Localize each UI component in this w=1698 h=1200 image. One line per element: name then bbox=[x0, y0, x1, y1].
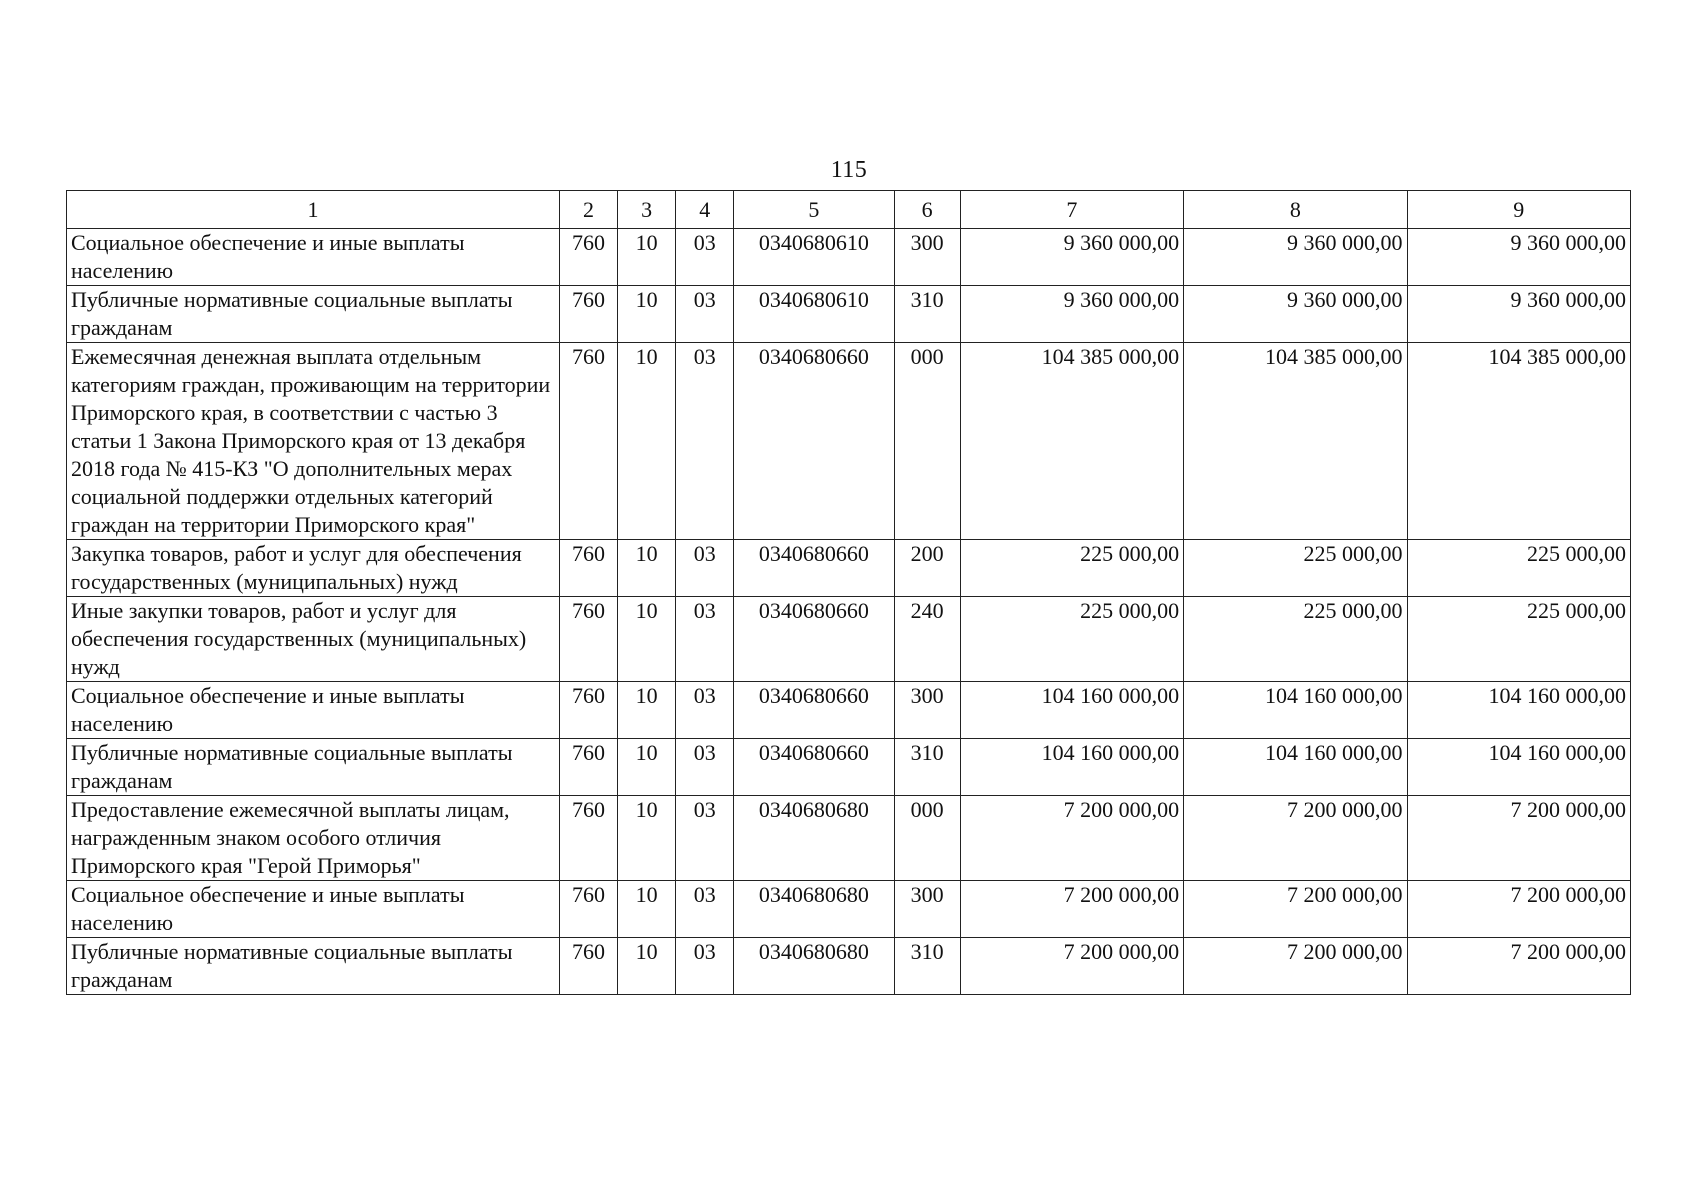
cell-code-6: 240 bbox=[894, 597, 960, 682]
cell-amount-7: 104 385 000,00 bbox=[960, 343, 1183, 540]
cell-amount-7: 7 200 000,00 bbox=[960, 938, 1183, 995]
cell-code-3: 10 bbox=[618, 229, 676, 286]
cell-code-6: 300 bbox=[894, 682, 960, 739]
row-name: Иные закупки товаров, работ и услуг для обеспечения государственных (муниципальных) нужд bbox=[67, 597, 560, 682]
cell-code-5: 0340680680 bbox=[734, 796, 894, 881]
header-row bbox=[67, 191, 1631, 229]
page-number: 115 bbox=[830, 157, 868, 183]
cell-code-2: 760 bbox=[559, 597, 617, 682]
column-header: 1 bbox=[67, 191, 560, 229]
cell-code-2: 760 bbox=[559, 286, 617, 343]
cell-code-6: 200 bbox=[894, 540, 960, 597]
cell-code-5: 0340680680 bbox=[734, 938, 894, 995]
cell-amount-8: 104 385 000,00 bbox=[1184, 343, 1407, 540]
cell-amount-7: 7 200 000,00 bbox=[960, 881, 1183, 938]
table-row bbox=[67, 739, 1631, 796]
row-name: Социальное обеспечение и иные выплаты населению bbox=[67, 881, 560, 938]
table-row bbox=[67, 938, 1631, 995]
cell-code-6: 310 bbox=[894, 938, 960, 995]
cell-amount-9: 104 385 000,00 bbox=[1407, 343, 1630, 540]
cell-code-6: 000 bbox=[894, 343, 960, 540]
cell-code-3: 10 bbox=[618, 682, 676, 739]
cell-amount-8: 104 160 000,00 bbox=[1184, 682, 1407, 739]
column-header: 5 bbox=[734, 191, 894, 229]
cell-code-2: 760 bbox=[559, 796, 617, 881]
cell-code-6: 310 bbox=[894, 739, 960, 796]
cell-code-3: 10 bbox=[618, 739, 676, 796]
cell-code-3: 10 bbox=[618, 540, 676, 597]
table-row bbox=[67, 286, 1631, 343]
column-header: 2 bbox=[559, 191, 617, 229]
cell-code-2: 760 bbox=[559, 682, 617, 739]
cell-code-5: 0340680610 bbox=[734, 286, 894, 343]
cell-amount-7: 9 360 000,00 bbox=[960, 229, 1183, 286]
cell-code-6: 310 bbox=[894, 286, 960, 343]
cell-code-4: 03 bbox=[676, 796, 734, 881]
cell-amount-8: 7 200 000,00 bbox=[1184, 881, 1407, 938]
cell-code-5: 0340680660 bbox=[734, 343, 894, 540]
cell-amount-9: 7 200 000,00 bbox=[1407, 881, 1630, 938]
cell-code-6: 300 bbox=[894, 229, 960, 286]
row-name: Публичные нормативные социальные выплаты гражданам bbox=[67, 938, 560, 995]
cell-code-2: 760 bbox=[559, 229, 617, 286]
cell-code-5: 0340680680 bbox=[734, 881, 894, 938]
cell-code-4: 03 bbox=[676, 739, 734, 796]
column-header: 3 bbox=[618, 191, 676, 229]
cell-code-4: 03 bbox=[676, 229, 734, 286]
cell-amount-7: 225 000,00 bbox=[960, 540, 1183, 597]
cell-amount-8: 104 160 000,00 bbox=[1184, 739, 1407, 796]
cell-code-5: 0340680660 bbox=[734, 597, 894, 682]
cell-code-4: 03 bbox=[676, 682, 734, 739]
table-row bbox=[67, 881, 1631, 938]
table-row bbox=[67, 229, 1631, 286]
column-header: 4 bbox=[676, 191, 734, 229]
cell-amount-8: 225 000,00 bbox=[1184, 540, 1407, 597]
cell-amount-7: 7 200 000,00 bbox=[960, 796, 1183, 881]
table-row bbox=[67, 540, 1631, 597]
cell-code-5: 0340680660 bbox=[734, 540, 894, 597]
table-row bbox=[67, 682, 1631, 739]
cell-code-5: 0340680610 bbox=[734, 229, 894, 286]
cell-code-6: 000 bbox=[894, 796, 960, 881]
cell-amount-7: 9 360 000,00 bbox=[960, 286, 1183, 343]
cell-code-3: 10 bbox=[618, 343, 676, 540]
cell-code-2: 760 bbox=[559, 739, 617, 796]
table-row bbox=[67, 796, 1631, 881]
cell-code-4: 03 bbox=[676, 938, 734, 995]
cell-amount-9: 225 000,00 bbox=[1407, 597, 1630, 682]
cell-amount-9: 104 160 000,00 bbox=[1407, 682, 1630, 739]
cell-code-2: 760 bbox=[559, 938, 617, 995]
budget-table bbox=[66, 190, 1631, 995]
column-header: 9 bbox=[1407, 191, 1630, 229]
cell-code-2: 760 bbox=[559, 881, 617, 938]
cell-amount-8: 9 360 000,00 bbox=[1184, 229, 1407, 286]
column-header: 6 bbox=[894, 191, 960, 229]
cell-code-6: 300 bbox=[894, 881, 960, 938]
row-name: Предоставление ежемесячной выплаты лицам, награжденным знаком особого отличия Приморского края "Герой Приморья" bbox=[67, 796, 560, 881]
cell-code-4: 03 bbox=[676, 597, 734, 682]
row-name: Социальное обеспечение и иные выплаты населению bbox=[67, 682, 560, 739]
row-name: Закупка товаров, работ и услуг для обеспечения государственных (муниципальных) нужд bbox=[67, 540, 560, 597]
cell-code-5: 0340680660 bbox=[734, 739, 894, 796]
cell-code-4: 03 bbox=[676, 286, 734, 343]
cell-code-2: 760 bbox=[559, 343, 617, 540]
cell-amount-8: 225 000,00 bbox=[1184, 597, 1407, 682]
cell-amount-9: 104 160 000,00 bbox=[1407, 739, 1630, 796]
table-row bbox=[67, 597, 1631, 682]
cell-code-3: 10 bbox=[618, 286, 676, 343]
column-header: 8 bbox=[1184, 191, 1407, 229]
cell-code-4: 03 bbox=[676, 881, 734, 938]
cell-code-4: 03 bbox=[676, 540, 734, 597]
row-name: Социальное обеспечение и иные выплаты населению bbox=[67, 229, 560, 286]
cell-code-3: 10 bbox=[618, 597, 676, 682]
cell-amount-9: 9 360 000,00 bbox=[1407, 286, 1630, 343]
cell-code-3: 10 bbox=[618, 796, 676, 881]
cell-code-2: 760 bbox=[559, 540, 617, 597]
cell-amount-7: 104 160 000,00 bbox=[960, 682, 1183, 739]
cell-code-3: 10 bbox=[618, 881, 676, 938]
cell-amount-8: 7 200 000,00 bbox=[1184, 796, 1407, 881]
cell-amount-9: 7 200 000,00 bbox=[1407, 796, 1630, 881]
cell-amount-8: 7 200 000,00 bbox=[1184, 938, 1407, 995]
row-name: Публичные нормативные социальные выплаты гражданам bbox=[67, 739, 560, 796]
cell-code-5: 0340680660 bbox=[734, 682, 894, 739]
cell-amount-9: 7 200 000,00 bbox=[1407, 938, 1630, 995]
cell-amount-8: 9 360 000,00 bbox=[1184, 286, 1407, 343]
row-name: Публичные нормативные социальные выплаты гражданам bbox=[67, 286, 560, 343]
cell-code-3: 10 bbox=[618, 938, 676, 995]
cell-amount-7: 225 000,00 bbox=[960, 597, 1183, 682]
column-header: 7 bbox=[960, 191, 1183, 229]
table-row bbox=[67, 343, 1631, 540]
row-name: Ежемесячная денежная выплата отдельным категориям граждан, проживающим на территории Приморского края, в соответствии с частью 3 статьи 1 Закона Приморского края от 13 декабря 2018 года № 415-КЗ "О дополнительных мерах социальной поддержки отдельных категорий граждан на территории Приморского края" bbox=[67, 343, 560, 540]
cell-amount-9: 9 360 000,00 bbox=[1407, 229, 1630, 286]
cell-code-4: 03 bbox=[676, 343, 734, 540]
cell-amount-9: 225 000,00 bbox=[1407, 540, 1630, 597]
cell-amount-7: 104 160 000,00 bbox=[960, 739, 1183, 796]
